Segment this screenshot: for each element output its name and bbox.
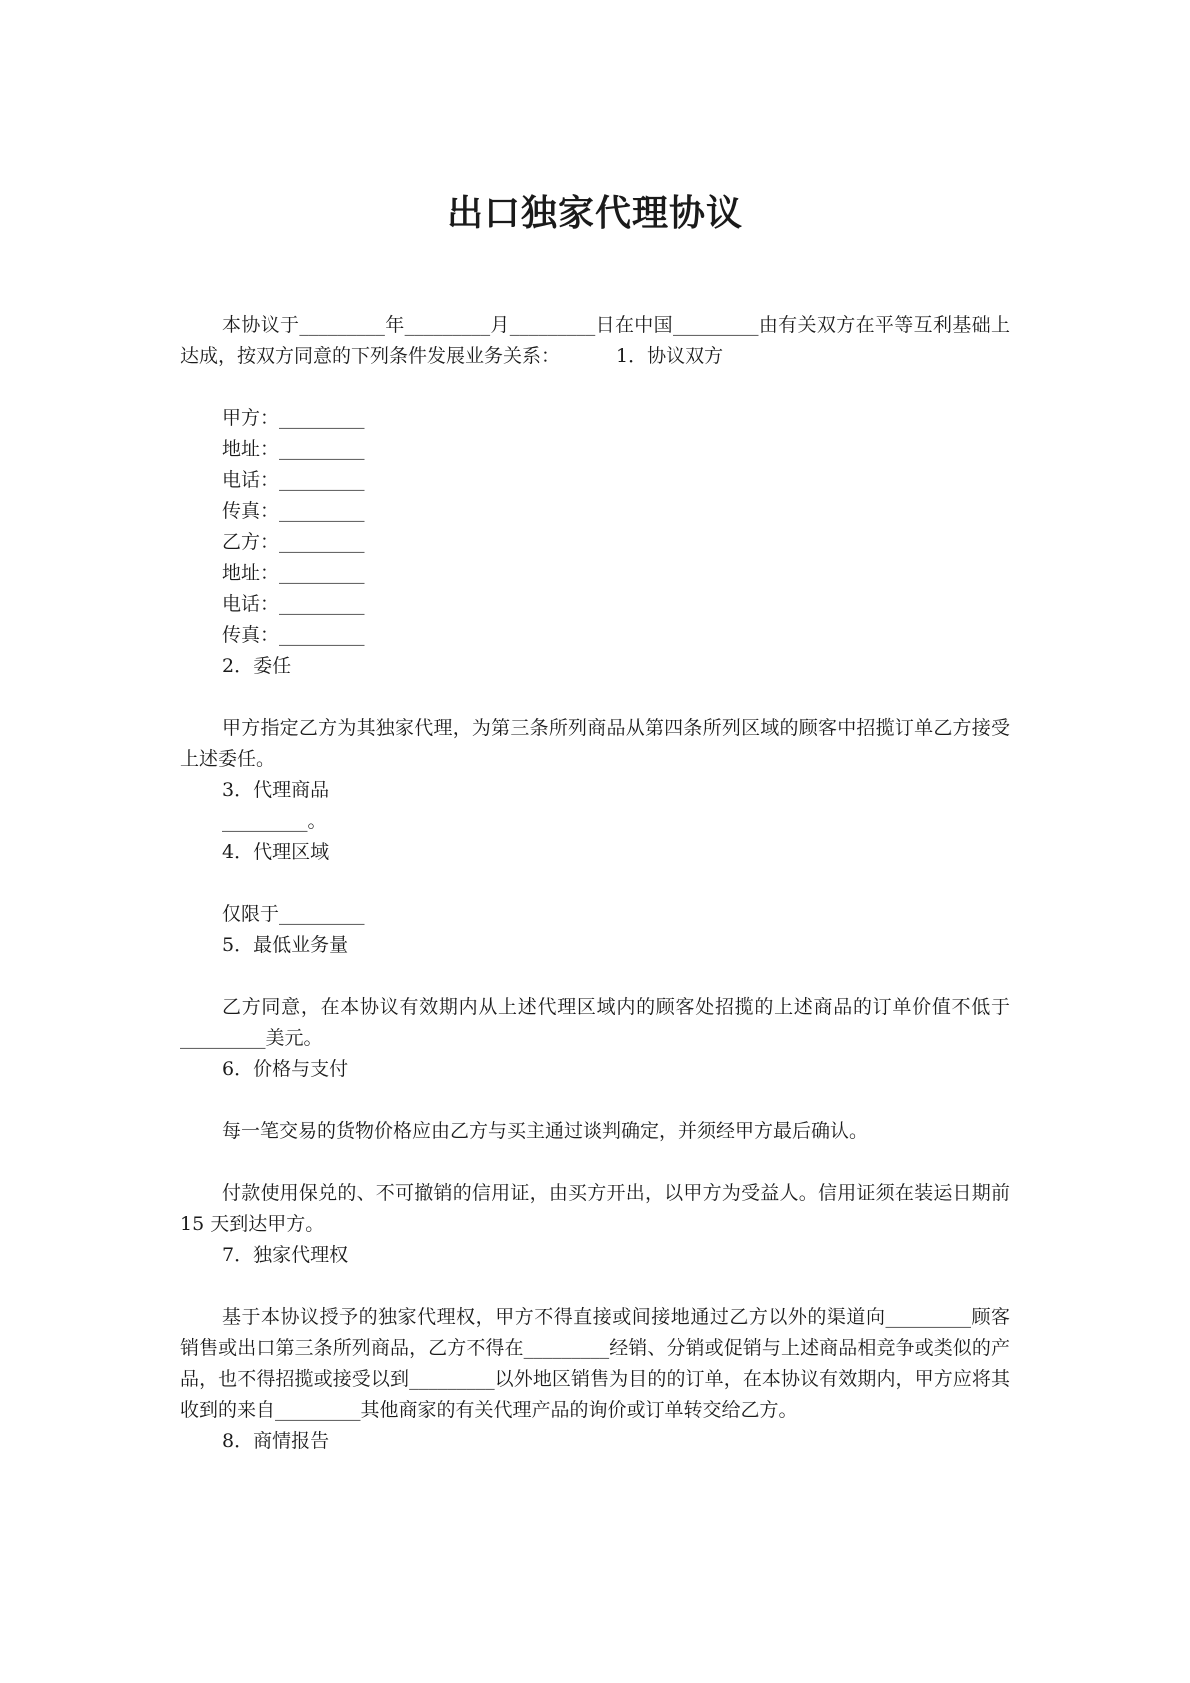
intro-paragraph xyxy=(180,310,1010,372)
spacer xyxy=(180,1085,1010,1116)
section-6-heading: 6．价格与支付 xyxy=(222,1058,349,1080)
spacer xyxy=(180,682,1010,713)
section-2-paragraph: 甲方指定乙方为其独家代理，为第三条所列商品从第四条所列区域的顾客中招揽订单乙方接受上述委任。 xyxy=(180,717,1010,770)
section-7-heading: 7．独家代理权 xyxy=(222,1244,349,1266)
spacer xyxy=(180,961,1010,992)
party-b-name-field: 乙方：_________ xyxy=(222,531,365,553)
section-4-heading: 4．代理区域 xyxy=(222,841,330,863)
spacer xyxy=(180,868,1010,899)
section-2-heading: 2．委任 xyxy=(222,655,292,677)
section-5-heading: 5．最低业务量 xyxy=(222,934,349,956)
party-b-phone-field: 电话：_________ xyxy=(222,593,365,615)
intro-text: 本协议于_________年_________月_________日在中国_________由有关双方在平等互利基础上达成，按双方同意的下列条件发展业务关系： xyxy=(180,314,1010,367)
section-3-heading: 3．代理商品 xyxy=(222,779,330,801)
party-a-fax-field: 传真：_________ xyxy=(222,500,365,522)
spacer xyxy=(180,1147,1010,1178)
party-b-address-field: 地址：_________ xyxy=(222,562,365,584)
section-3-paragraph: _________。 xyxy=(222,810,327,832)
section-7-paragraph: 基于本协议授予的独家代理权，甲方不得直接或间接地通过乙方以外的渠道向_________顾客销售或出口第三条所列商品，乙方不得在_________经销、分销或促销与上述商品相竞争或类似的产品，也不得招揽或接受以到_________以外地区销售为目的的订单，在本协议有效期内，甲方应将其收到的来自_________其他商家的有关代理产品的询价或订单转交给乙方。 xyxy=(180,1306,1010,1421)
section-1-heading: 1．协议双方 xyxy=(616,345,724,367)
section-6-paragraph-2: 付款使用保兑的、不可撤销的信用证，由买方开出，以甲方为受益人。信用证须在装运日期前 15 天到达甲方。 xyxy=(180,1182,1010,1235)
spacer xyxy=(180,372,1010,403)
section-6-paragraph-1: 每一笔交易的货物价格应由乙方与买主通过谈判确定，并须经甲方最后确认。 xyxy=(222,1120,869,1142)
section-5-paragraph: 乙方同意，在本协议有效期内从上述代理区域内的顾客处招揽的上述商品的订单价值不低于_________美元。 xyxy=(180,996,1010,1049)
document-body xyxy=(180,310,1010,1457)
section-4-paragraph: 仅限于_________ xyxy=(222,903,365,925)
document-title: 出口独家代理协议 xyxy=(446,193,743,234)
party-a-phone-field: 电话：_________ xyxy=(222,469,365,491)
party-b-fax-field: 传真：_________ xyxy=(222,624,365,646)
spacer xyxy=(180,1271,1010,1302)
party-a-address-field: 地址：_________ xyxy=(222,438,365,460)
party-a-name-field: 甲方：_________ xyxy=(222,407,365,429)
section-8-heading: 8．商情报告 xyxy=(222,1430,330,1452)
